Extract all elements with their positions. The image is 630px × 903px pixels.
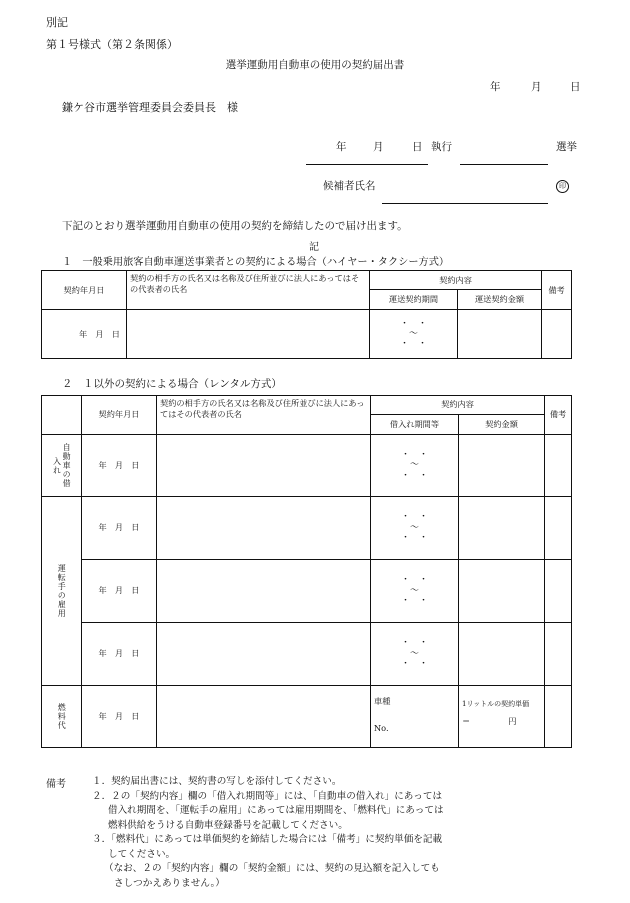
fuel-unit-price-value: ＝ 円 bbox=[462, 716, 517, 727]
s2-col-content: 契約内容 bbox=[371, 396, 545, 415]
candidate-name-field[interactable] bbox=[382, 189, 548, 204]
intro-text: 下記のとおり選挙運動用自動車の使用の契約を締結したので届け出ます。 bbox=[62, 220, 408, 232]
s2-col-remarks: 備考 bbox=[545, 396, 572, 435]
note-2a: ２．２の「契約内容」欄の「借入れ期間等」には、「自動車の借入れ」にあっては bbox=[92, 790, 443, 802]
section1-heading: １ 一般乗用旅客自動車運送事業者との契約による場合（ハイヤー・タクシー方式） bbox=[62, 257, 450, 268]
s2-fuel-date[interactable]: 年 月 日 bbox=[82, 686, 157, 748]
notes-body bbox=[92, 775, 444, 891]
seal-mark: 印 bbox=[556, 179, 569, 193]
date-day: 日 bbox=[570, 81, 581, 93]
candidate-label: 候補者氏名 bbox=[323, 180, 376, 192]
s2-col-corner bbox=[42, 396, 82, 435]
section2-table bbox=[41, 395, 572, 748]
s2-fuel-period[interactable] bbox=[371, 686, 459, 748]
appendix-label: 別記 bbox=[46, 16, 68, 29]
s2-driver3-remarks[interactable] bbox=[545, 623, 572, 686]
s2-vehicle-amount[interactable] bbox=[459, 435, 545, 497]
election-month: 月 bbox=[373, 141, 384, 153]
election-label: 選挙 bbox=[556, 141, 577, 153]
s1-col-party: 契約の相手方の氏名又は名称及び住所並びに法人にあってはその代表者の氏名 bbox=[127, 271, 370, 310]
note-2c: 燃料供給をうける自動車登録番号を記載してください。 bbox=[108, 819, 348, 831]
election-name-field[interactable] bbox=[460, 150, 548, 165]
s2-row-fuel-label: 燃料代 bbox=[42, 686, 82, 748]
s2-col-period: 借入れ期間等 bbox=[371, 415, 459, 435]
s2-vehicle-party[interactable] bbox=[157, 435, 371, 497]
s1-row-period[interactable]: ・ ・ ～ ・ ・ bbox=[370, 310, 458, 359]
s1-row-date[interactable]: 年 月 日 bbox=[42, 310, 127, 359]
notes-label: 備考 bbox=[46, 779, 66, 790]
s2-driver3-period[interactable]: ・ ・ ～ ・ ・ bbox=[371, 623, 459, 686]
s1-col-period: 運送契約期間 bbox=[370, 290, 458, 310]
s1-row-party[interactable] bbox=[127, 310, 370, 359]
s2-driver1-period[interactable]: ・ ・ ～ ・ ・ bbox=[371, 497, 459, 560]
s2-col-party: 契約の相手方の氏名又は名称及び住所並びに法人にあってはその代表者の氏名 bbox=[157, 396, 371, 435]
date-month: 月 bbox=[531, 81, 542, 93]
s1-col-amount: 運送契約金額 bbox=[458, 290, 542, 310]
addressee: 鎌ケ谷市選挙管理委員会委員長 様 bbox=[62, 101, 238, 114]
note-3a: ３．「燃料代」にあっては単価契約を締結した場合には「備考」に契約単価を記載 bbox=[92, 834, 443, 845]
ki-label: 記 bbox=[309, 242, 319, 253]
s2-driver2-amount[interactable] bbox=[459, 560, 545, 623]
s2-driver1-party[interactable] bbox=[157, 497, 371, 560]
section1-table bbox=[41, 270, 572, 359]
s2-driver3-date[interactable]: 年 月 日 bbox=[82, 623, 157, 686]
election-date-field[interactable] bbox=[306, 150, 428, 165]
election-day: 日 bbox=[412, 141, 423, 153]
section2-heading: ２ １以外の契約による場合（レンタル方式） bbox=[62, 378, 282, 390]
s2-driver3-amount[interactable] bbox=[459, 623, 545, 686]
s2-driver2-remarks[interactable] bbox=[545, 560, 572, 623]
s1-col-remarks: 備考 bbox=[542, 271, 572, 310]
s2-fuel-remarks[interactable] bbox=[545, 686, 572, 748]
fuel-vehicle-type: 車種 bbox=[374, 696, 391, 706]
s1-row-remarks[interactable] bbox=[542, 310, 572, 359]
s2-driver2-party[interactable] bbox=[157, 560, 371, 623]
s2-col-amount: 契約金額 bbox=[459, 415, 545, 435]
date-year: 年 bbox=[490, 81, 501, 93]
executed-label: 執行 bbox=[431, 141, 452, 153]
s2-vehicle-period[interactable]: ・ ・ ～ ・ ・ bbox=[371, 435, 459, 497]
note-3b: してください。 bbox=[108, 848, 176, 860]
s2-fuel-party[interactable] bbox=[157, 686, 371, 748]
s1-row-amount[interactable] bbox=[458, 310, 542, 359]
fuel-vehicle-no: No. bbox=[374, 723, 389, 734]
s2-col-date: 契約年月日 bbox=[82, 396, 157, 435]
fuel-unit-price-label: 1リットルの契約単価 bbox=[462, 700, 530, 708]
s2-driver2-date[interactable]: 年 月 日 bbox=[82, 560, 157, 623]
document-title: 選挙運動用自動車の使用の契約届出書 bbox=[225, 59, 405, 71]
election-year: 年 bbox=[336, 141, 347, 153]
s2-driver1-amount[interactable] bbox=[459, 497, 545, 560]
note-1: １．契約届出書には、契約書の写しを添付してください。 bbox=[92, 776, 342, 787]
s1-col-content: 契約内容 bbox=[370, 271, 542, 290]
s2-vehicle-date[interactable]: 年 月 日 bbox=[82, 435, 157, 497]
form-number: 第１号様式（第２条関係） bbox=[46, 38, 178, 51]
s2-driver2-period[interactable]: ・ ・ ～ ・ ・ bbox=[371, 560, 459, 623]
s2-row-driver-label: 運転手の雇用 bbox=[42, 497, 82, 686]
s2-driver1-remarks[interactable] bbox=[545, 497, 572, 560]
note-3d: さしつかえありません。） bbox=[114, 877, 225, 889]
note-3c: （なお、２の「契約内容」欄の「契約金額」には、契約の見込額を記入しても bbox=[104, 863, 440, 874]
note-2b: 借入れ期間を、「運転手の雇用」にあっては雇用期間を、「燃料代」にあっては bbox=[108, 805, 444, 816]
s2-row-vehicle-label: 自動車の借入れ bbox=[42, 435, 82, 497]
s2-driver3-party[interactable] bbox=[157, 623, 371, 686]
s2-fuel-amount[interactable] bbox=[459, 686, 545, 748]
s2-driver1-date[interactable]: 年 月 日 bbox=[82, 497, 157, 560]
s1-col-date: 契約年月日 bbox=[42, 271, 127, 310]
s2-vehicle-remarks[interactable] bbox=[545, 435, 572, 497]
